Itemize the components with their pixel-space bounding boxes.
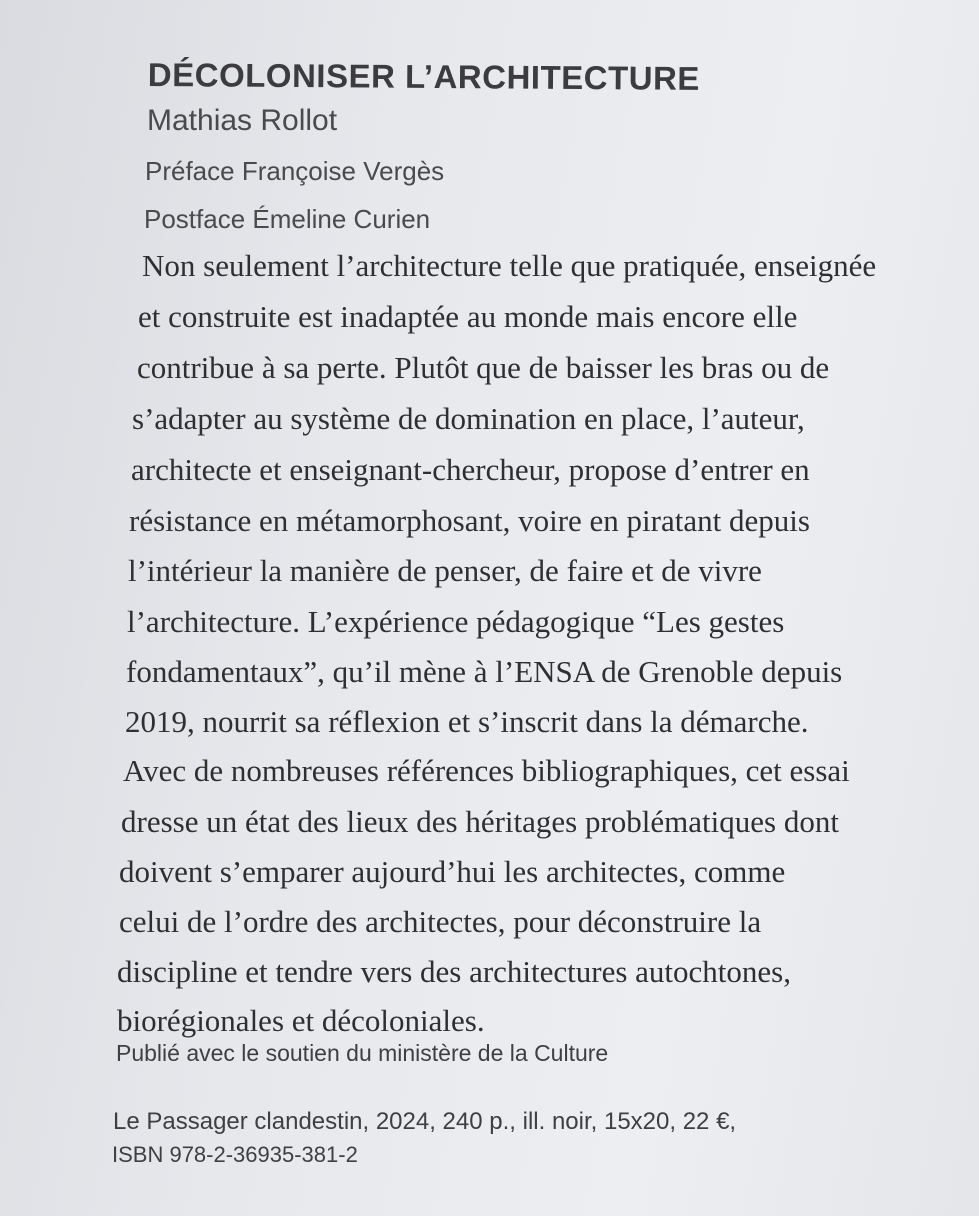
description-line: résistance en métamorphosant, voire en piratant depuis bbox=[129, 503, 810, 538]
description-line: l’intérieur la manière de penser, de faire et de vivre bbox=[128, 553, 762, 588]
description-line: celui de l’ordre des architectes, pour déconstruire la bbox=[119, 904, 762, 939]
description-line: et construite est inadaptée au monde mais encore elle bbox=[138, 299, 798, 334]
book-title: DÉCOLONISER L’ARCHITECTURE bbox=[147, 56, 701, 97]
description-line: Avec de nombreuses références bibliographiques, cet essai bbox=[123, 753, 850, 788]
book-author: Mathias Rollot bbox=[147, 104, 338, 137]
description-line: Non seulement l’architecture telle que pratiquée, enseignée bbox=[142, 248, 877, 283]
description-line: l’architecture. L’expérience pédagogique “Les gestes bbox=[127, 604, 785, 639]
description-line: fondamentaux”, qu’il mène à l’ENSA de Grenoble depuis bbox=[126, 654, 843, 689]
description-line: doivent s’emparer aujourd’hui les architectes, comme bbox=[119, 854, 786, 889]
book-postface: Postface Émeline Curien bbox=[144, 204, 431, 234]
isbn: ISBN 978-2-36935-381-2 bbox=[112, 1142, 358, 1167]
description-line: contribue à sa perte. Plutôt que de baisser les bras ou de bbox=[137, 350, 830, 385]
description-line: biorégionales et décoloniales. bbox=[117, 1003, 485, 1038]
support-note: Publié avec le soutien du ministère de la Culture bbox=[116, 1040, 609, 1066]
publisher-details: Le Passager clandestin, 2024, 240 p., ill. noir, 15x20, 22 €, bbox=[113, 1108, 737, 1135]
description-line: dresse un état des lieux des héritages problématiques dont bbox=[121, 804, 839, 839]
description-line: architecte et enseignant-chercheur, propose d’entrer en bbox=[131, 452, 810, 487]
description-line: 2019, nourrit sa réflexion et s’inscrit dans la démarche. bbox=[125, 704, 809, 739]
description-line: discipline et tendre vers des architectures autochtones, bbox=[117, 954, 791, 989]
book-preface: Préface Françoise Vergès bbox=[145, 156, 445, 186]
description-line: s’adapter au système de domination en place, l’auteur, bbox=[132, 401, 805, 436]
